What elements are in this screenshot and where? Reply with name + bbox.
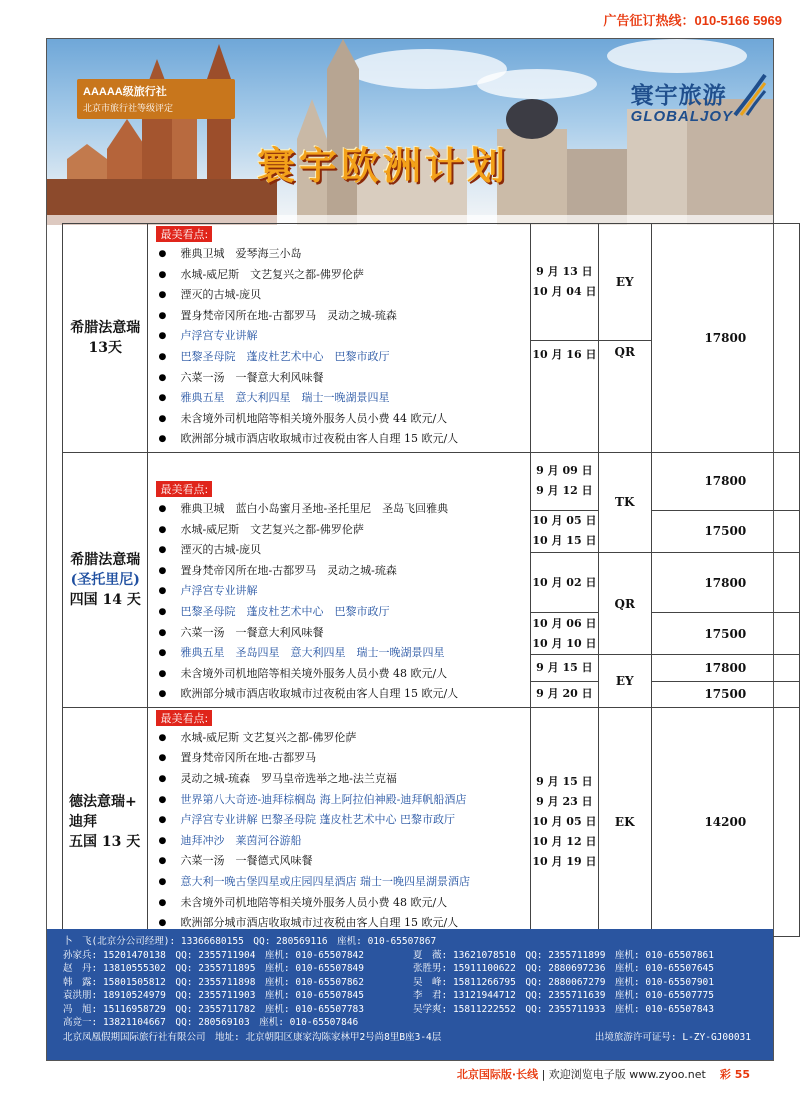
route-name: 希腊法意瑞13天 [63, 224, 148, 453]
list-item: ● 湮灭的古城-庞贝 [156, 540, 524, 561]
airline-code: QR [598, 552, 651, 654]
list-item: ● 欧洲部分城市酒店收取城市过夜税由客人自理 15 欧元/人 [156, 684, 524, 705]
list-item: ● 六菜一汤 一餐德式风味餐 [156, 851, 524, 872]
contact-row: 袁洪朋: 18910524979 QQ: 2355711903 座机: 010-65507845 李 君: 13121944712 QQ: 2355711639 座机: 010-65507775 [63, 990, 714, 1001]
highlights-cell [148, 452, 531, 707]
ad-hotline: 广告征订热线：010-5166 5969 [603, 13, 782, 28]
banner [47, 39, 773, 225]
highlight-tag: 最美看点: [156, 481, 212, 497]
airline-code: EY [598, 655, 651, 707]
airline-code: QR [598, 340, 651, 452]
section-label: 北京国际版·长线 [456, 1068, 539, 1081]
price: 17800 [651, 224, 799, 453]
list-item: ● 置身梵帝冈所在地-古都罗马 灵动之城-琉森 [156, 306, 524, 327]
list-item: ● 置身梵帝冈所在地-古都罗马 [156, 748, 524, 769]
price: 17800 [651, 552, 799, 612]
list-item: ● 水城-威尼斯 文艺复兴之都-佛罗伦萨 [156, 728, 524, 749]
list-item: ● 巴黎圣母院 蓬皮杜艺术中心 巴黎市政厅 [156, 347, 524, 368]
table-row [63, 452, 800, 510]
highlight-tag: 最美看点: [156, 226, 212, 242]
airline-code: TK [598, 452, 651, 552]
cathedral-illustration [47, 39, 773, 225]
list-item: ● 雅典卫城 爱琴海三小岛 [156, 244, 524, 265]
rating-badge: AAAAA级旅行社 北京市旅行社等级评定 [77, 79, 235, 119]
list-item: ● 灵动之城-琉森 罗马皇帝选举之地-法兰克福 [156, 769, 524, 790]
itinerary-table [62, 223, 800, 937]
page-title: 寰宇欧洲计划 [257, 144, 510, 188]
contact-row: 冯 旭: 15116958729 QQ: 2355711782 座机: 010-65507783 吴学爽: 15811222552 QQ: 2355711933 座机: 010-65507843 [63, 1003, 714, 1015]
list-item: ● 未含境外司机地陪等相关境外服务人员小费 48 欧元/人 [156, 893, 524, 914]
list-item: ● 水城-威尼斯 文艺复兴之都-佛罗伦萨 [156, 265, 524, 286]
contact-row: 赵 丹: 13810555302 QQ: 2355711895 座机: 010-65507849 张胜男: 15911100622 QQ: 2880697236 座机: 010-65507645 [63, 963, 714, 974]
list-item: ● 雅典五星 圣岛四星 意大利四星 瑞士一晚湖景四星 [156, 643, 524, 664]
departure-dates: 10 月 02 日 [531, 552, 599, 612]
table-row [63, 707, 800, 936]
list-item: ● 水城-威尼斯 文艺复兴之都-佛罗伦萨 [156, 520, 524, 541]
list-item: ● 未含境外司机地陪等相关境外服务人员小费 44 欧元/人 [156, 409, 524, 430]
route-name: 德法意瑞+ 迪拜 五国 13 天 [63, 707, 148, 936]
page-number: 彩 55 [719, 1068, 750, 1081]
list-item: ● 卢浮宫专业讲解 巴黎圣母院 蓬皮杜艺术中心 巴黎市政厅 [156, 810, 524, 831]
price: 17500 [651, 613, 799, 655]
departure-dates: 10 月 06 日 10 月 10 日 [531, 613, 599, 655]
departure-dates: 9 月 20 日 [531, 681, 599, 707]
departure-dates: 10 月 16 日 [531, 340, 599, 452]
page-footer: 北京国际版·长线 | 欢迎浏览电子版 www.zyoo.net 彩 55 [456, 1068, 750, 1081]
list-item: ● 世界第八大奇迹-迪拜棕榈岛 海上阿拉伯神殿-迪拜帆船酒店 [156, 790, 524, 811]
highlights-cell [148, 707, 531, 936]
list-item: ● 卢浮宫专业讲解 [156, 581, 524, 602]
highlight-tag: 最美看点: [156, 710, 212, 726]
table-row [63, 224, 800, 341]
departure-dates: 9 月 13 日 10 月 04 日 [531, 224, 599, 341]
contact-row: 孙家兵: 15201470138 QQ: 2355711904 座机: 010-65507842 夏 薇: 13621078510 QQ: 2355711899 座机: 010-65507861 [63, 949, 714, 961]
list-item: ● 巴黎圣母院 蓬皮杜艺术中心 巴黎市政厅 [156, 602, 524, 623]
list-item: ● 雅典卫城 蓝白小岛蜜月圣地-圣托里尼 圣岛飞回雅典 [156, 499, 524, 520]
contact-header: 卜 飞(北京分公司经理): 13366680155 QQ: 280569116 座机: 010-65507867 [63, 936, 437, 947]
departure-dates: 9 月 09 日 9 月 12 日 [531, 452, 599, 510]
price: 17800 [651, 452, 799, 510]
list-item: ● 欧洲部分城市酒店收取城市过夜税由客人自理 15 欧元/人 [156, 913, 524, 934]
price: 17800 [651, 655, 799, 681]
departure-dates: 9 月 15 日 9 月 23 日 10 月 05 日 10 月 12 日 10 月 19 日 [531, 707, 599, 936]
list-item: ● 意大利一晚古堡四星或庄园四星酒店 瑞士一晚四星湖景酒店 [156, 872, 524, 893]
list-item: ● 湮灭的古城-庞贝 [156, 285, 524, 306]
list-item: ● 置身梵帝冈所在地-古都罗马 灵动之城-琉森 [156, 561, 524, 582]
footer-text: 欢迎浏览电子版 www.zyoo.net [548, 1068, 706, 1081]
airline-code: EY [598, 224, 651, 341]
list-item: ● 雅典五星 意大利四星 瑞士一晚湖景四星 [156, 388, 524, 409]
list-item: ● 迪拜冲沙 莱茵河谷游船 [156, 831, 524, 852]
list-item: ● 六菜一汤 一餐意大利风味餐 [156, 368, 524, 389]
price: 17500 [651, 510, 799, 552]
list-item: ● 卢浮宫专业讲解 [156, 326, 524, 347]
price: 17500 [651, 681, 799, 707]
list-item: ● 未含境外司机地陪等相关境外服务人员小费 48 欧元/人 [156, 664, 524, 685]
highlights-cell [148, 224, 531, 453]
wing-logo-icon [733, 73, 767, 117]
price: 14200 [651, 707, 799, 936]
brand-logo: 寰宇旅游 GLOBALJOY [631, 77, 733, 125]
list-item: ● 六菜一汤 一餐意大利风味餐 [156, 623, 524, 644]
contact-row: 高竞一: 13821104667 QQ: 280569103 座机: 010-65507846 [63, 1017, 359, 1028]
list-item: ● 欧洲部分城市酒店收取城市过夜税由客人自理 15 欧元/人 [156, 429, 524, 450]
contact-panel [47, 929, 773, 1060]
airline-code: EK [598, 707, 651, 936]
company-info [63, 1030, 763, 1046]
departure-dates: 9 月 15 日 [531, 655, 599, 681]
license-number: 出境旅游许可证号: L-ZY-GJ00031 [594, 1031, 751, 1043]
departure-dates: 10 月 05 日 10 月 15 日 [531, 510, 599, 552]
contact-row: 韩 露: 15801505812 QQ: 2355711898 座机: 010-65507862 吴 峰: 15811266795 QQ: 2880067279 座机: 010-65507901 [63, 976, 714, 988]
company-address: 北京凤凰假期国际旅行社有限公司 地址: 北京朝阳区康家沟陈家林甲2号尚8里B座3-4层 [63, 1031, 442, 1043]
route-name: 希腊法意瑞 (圣托里尼) 四国 14 天 [63, 452, 148, 707]
